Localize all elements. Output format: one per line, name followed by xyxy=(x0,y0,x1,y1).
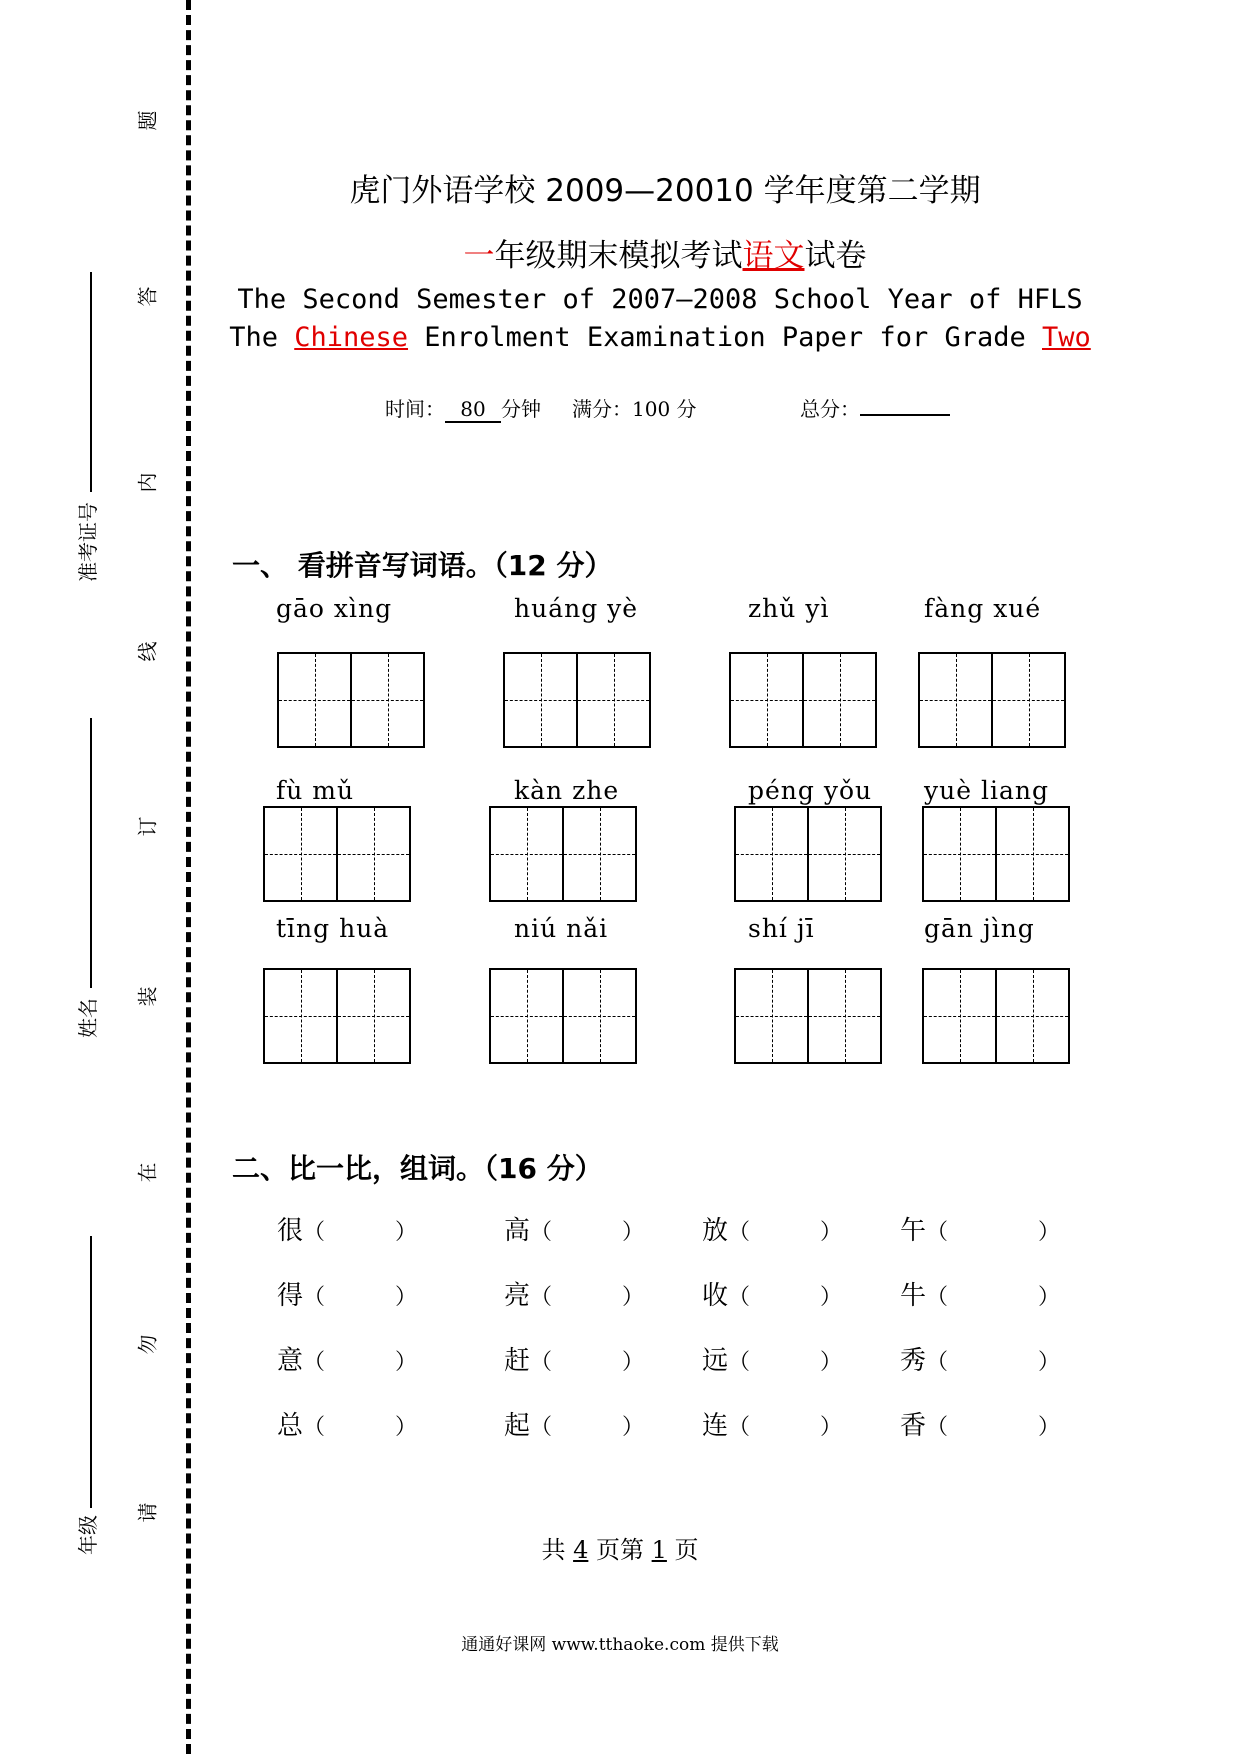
word-char: 起 xyxy=(504,1411,531,1441)
word-item[interactable]: 很（ ） xyxy=(277,1216,418,1246)
word-char: 放 xyxy=(702,1216,729,1246)
section1-title: 一、 看拼音写词语。（12 分） xyxy=(232,549,613,582)
writing-grid[interactable] xyxy=(489,968,637,1064)
word-item[interactable]: 远（ ） xyxy=(702,1346,843,1376)
word-item[interactable]: 连（ ） xyxy=(702,1411,843,1441)
pinyin: huáng yè xyxy=(514,594,639,623)
writing-grid[interactable] xyxy=(734,968,882,1064)
pinyin: kàn zhe xyxy=(514,776,620,805)
pinyin: zhǔ yì xyxy=(748,594,830,623)
section2-title: 二、比一比，组词。（16 分） xyxy=(232,1152,603,1185)
total-label: 总分： xyxy=(800,397,860,421)
page-total: 4 xyxy=(573,1536,589,1564)
pinyin: péng yǒu xyxy=(748,776,873,805)
word-item[interactable]: 牛（ ） xyxy=(900,1281,1061,1311)
margin-char: 勿 xyxy=(135,1334,160,1355)
word-item[interactable]: 收（ ） xyxy=(702,1281,843,1311)
word-char: 高 xyxy=(504,1216,531,1246)
writing-grid[interactable] xyxy=(277,652,425,748)
word-char: 意 xyxy=(277,1346,304,1376)
margin-char: 装 xyxy=(135,986,160,1007)
subtitle-end: 试卷 xyxy=(804,238,867,274)
word-item[interactable]: 赶（ ） xyxy=(504,1346,645,1376)
word-char: 总 xyxy=(277,1411,304,1441)
pinyin: fàng xué xyxy=(924,594,1042,623)
word-item[interactable]: 高（ ） xyxy=(504,1216,645,1246)
en-grade: Two xyxy=(1042,322,1091,353)
writing-grid[interactable] xyxy=(489,806,637,902)
margin-char: 答 xyxy=(135,286,160,307)
word-char: 亮 xyxy=(504,1281,531,1311)
word-item[interactable]: 午（ ） xyxy=(900,1216,1061,1246)
subject-name: 语文 xyxy=(742,238,805,274)
margin-char: 在 xyxy=(135,1162,160,1183)
pinyin: gāo xìng xyxy=(276,594,393,623)
word-char: 香 xyxy=(900,1411,927,1441)
name-label: 姓名 xyxy=(76,998,100,1038)
writing-grid[interactable] xyxy=(263,806,411,902)
time-value: 80 xyxy=(445,397,501,423)
margin-char: 题 xyxy=(135,110,160,131)
pinyin: fù mǔ xyxy=(276,776,355,805)
word-item[interactable]: 香（ ） xyxy=(900,1411,1061,1441)
time-unit: 分钟 xyxy=(501,397,541,421)
writing-grid[interactable] xyxy=(503,652,651,748)
pinyin: niú nǎi xyxy=(514,914,609,943)
word-char: 秀 xyxy=(900,1346,927,1376)
time-info xyxy=(385,393,541,423)
word-char: 连 xyxy=(702,1411,729,1441)
writing-grid[interactable] xyxy=(729,652,877,748)
full-marks: 满分：100 分 xyxy=(572,397,697,421)
word-char: 收 xyxy=(702,1281,729,1311)
word-char: 很 xyxy=(277,1216,304,1246)
name-rule xyxy=(90,718,92,988)
margin-char: 线 xyxy=(135,641,160,662)
word-char: 午 xyxy=(900,1216,927,1246)
writing-grid[interactable] xyxy=(918,652,1066,748)
en-text-c: Enrolment Examination Paper for Grade xyxy=(408,322,1042,353)
grade-label: 年级 xyxy=(76,1515,100,1555)
word-char: 牛 xyxy=(900,1281,927,1311)
pinyin: shí jī xyxy=(748,914,815,943)
word-char: 得 xyxy=(277,1281,304,1311)
writing-grid[interactable] xyxy=(263,968,411,1064)
page-number: 共 4 页第 1 页 xyxy=(541,1536,699,1564)
grade-number: 一 xyxy=(463,238,495,274)
word-item[interactable]: 意（ ） xyxy=(277,1346,418,1376)
word-char: 赶 xyxy=(504,1346,531,1376)
writing-grid[interactable] xyxy=(922,806,1070,902)
english-subtitle xyxy=(0,322,1240,353)
exam-no-label: 准考证号 xyxy=(76,502,100,582)
time-label: 时间： xyxy=(385,397,445,421)
total-score xyxy=(800,393,950,422)
margin-char: 内 xyxy=(135,472,160,493)
en-text-a: The xyxy=(229,322,295,353)
en-subject: Chinese xyxy=(294,322,409,353)
word-item[interactable]: 亮（ ） xyxy=(504,1281,645,1311)
page-current: 1 xyxy=(651,1536,667,1564)
margin-char: 订 xyxy=(135,816,160,837)
margin-char: 请 xyxy=(135,1502,160,1523)
exam-title: 虎门外语学校 2009—20010 学年度第二学期 xyxy=(349,173,981,209)
word-item[interactable]: 秀（ ） xyxy=(900,1346,1061,1376)
word-item[interactable]: 起（ ） xyxy=(504,1411,645,1441)
english-title: The Second Semester of 2007—2008 School Year of HFLS xyxy=(237,284,1083,315)
writing-grid[interactable] xyxy=(734,806,882,902)
grade-rule xyxy=(90,1236,92,1508)
pinyin: tīng huà xyxy=(276,914,390,943)
exam-subtitle xyxy=(0,230,1240,275)
pinyin: yuè liang xyxy=(924,776,1049,805)
word-item[interactable]: 得（ ） xyxy=(277,1281,418,1311)
pinyin: gān jìng xyxy=(924,914,1035,943)
writing-grid[interactable] xyxy=(922,968,1070,1064)
word-item[interactable]: 总（ ） xyxy=(277,1411,418,1441)
word-item[interactable]: 放（ ） xyxy=(702,1216,843,1246)
source-credit: 通通好课网 www.tthaoke.com 提供下载 xyxy=(461,1635,779,1655)
total-blank xyxy=(860,394,950,416)
subtitle-text: 年级期末模拟考试 xyxy=(494,238,743,274)
word-char: 远 xyxy=(702,1346,729,1376)
